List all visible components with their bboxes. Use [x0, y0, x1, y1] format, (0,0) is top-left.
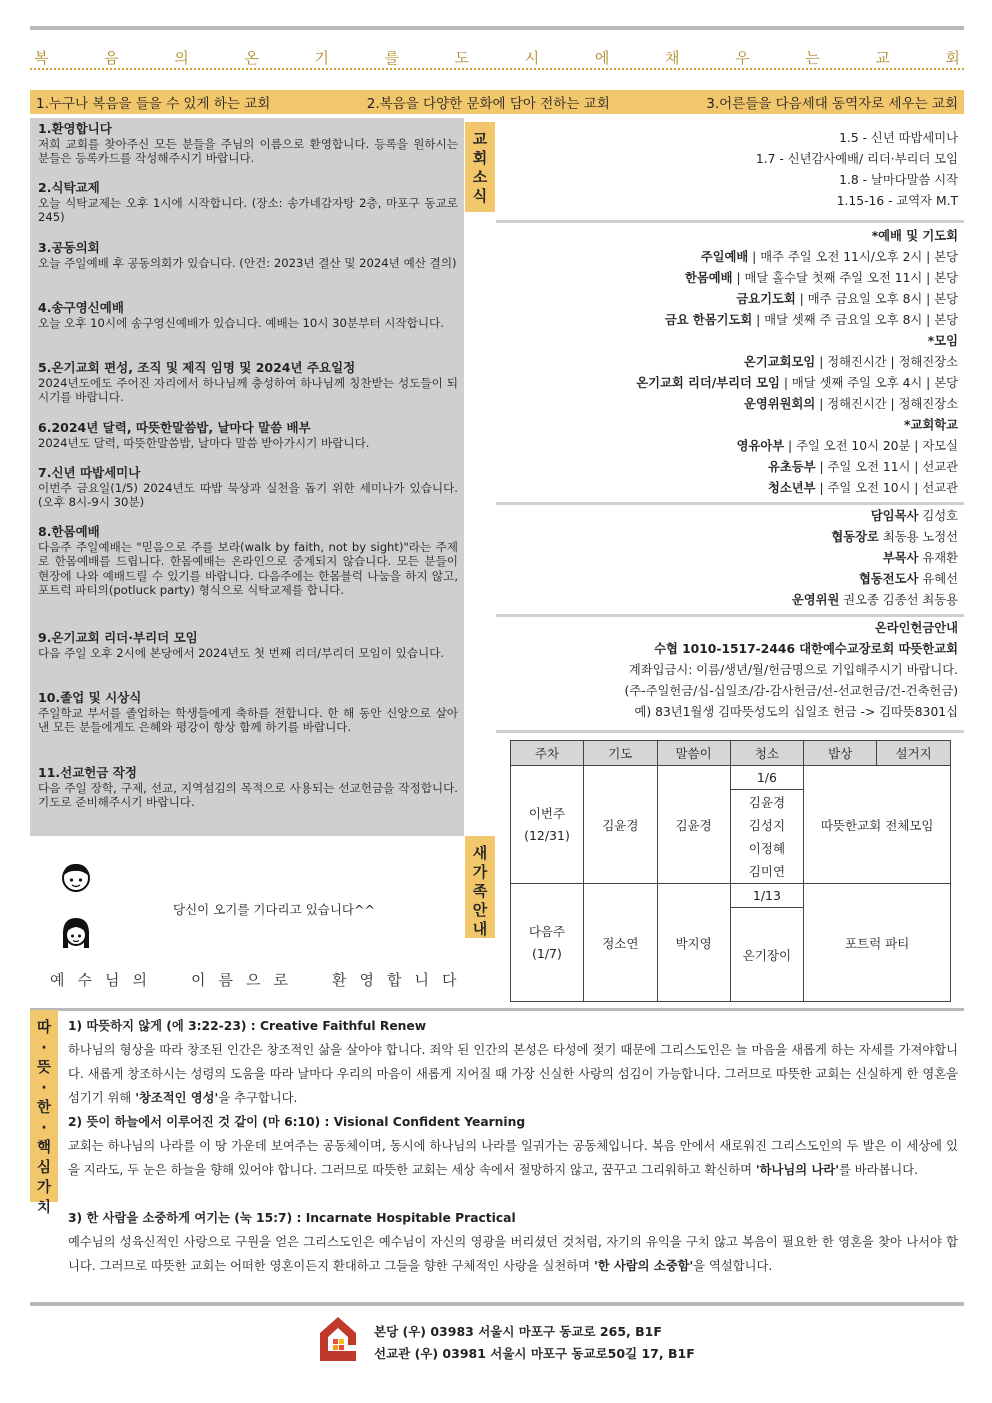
meeting-item: 온기교회모임 | 정해진시간 | 정해진장소	[744, 355, 958, 369]
motto-char: 온	[244, 48, 259, 67]
header-cell: 주차	[511, 741, 584, 766]
church-motto	[34, 46, 960, 68]
clean-cell: 김윤경 김성지 이정혜 김미연	[730, 790, 804, 884]
header-cell: 청소	[730, 741, 804, 766]
tab-char: 한	[36, 1100, 51, 1116]
staff-item: 담임목사 김성호	[870, 509, 958, 523]
school-heading: *교회학교	[904, 418, 958, 432]
meeting-item: 운영위원회의 | 정해진시간 | 정해진장소	[744, 397, 958, 411]
motto-char: 교	[875, 48, 890, 67]
welcome-message: 당신이 오기를 기다리고 있습니다^^	[173, 902, 375, 917]
tab-char: 회	[472, 149, 488, 167]
worship-item: 금요기도회 | 매주 금요일 오후 8시 | 본당	[736, 292, 958, 306]
notice-title: 5.온기교회 편성, 조직 및 제직 임명 및 2024년 주요일정	[38, 360, 356, 375]
word-cell: 김윤경	[657, 766, 730, 884]
table-header-row	[511, 741, 951, 766]
motto-char: 우	[735, 48, 750, 67]
bottom-rule	[30, 1302, 964, 1306]
core-value-body: 예수님의 성육신적인 사랑으로 구원을 얻은 그리스도인은 예수님이 자신의 영광을 버리셨던 것처럼, 자기의 유익을 구치 않고 복음이 필요한 한 영혼을 찾아 나서야 합니다. 그러므로 따뜻한 교회는 어떠한 영혼이든지 환대하고 그들을 향한 구체적인 사랑을 실천하며 '한 사람의 소중함'을 역설합니다.	[68, 1235, 958, 1273]
worship-info	[496, 226, 964, 499]
offering-note: 예) 83년1월생 김따뜻성도의 십일조 헌금 -> 김따뜻8301십	[634, 705, 958, 719]
core-value-1	[68, 1014, 958, 1110]
motto-char: 에	[594, 48, 610, 67]
notice-body: 오늘 주일예배 후 공동의회가 있습니다. (안건: 2023년 결산 및 2024년 예산 결의)	[38, 255, 457, 270]
offering-account: 수협 1010-1517-2446 대한예수교장로회 따뜻한교회	[654, 642, 958, 656]
welcome-footer-char: 로	[273, 970, 288, 989]
tab-char: 안	[472, 901, 488, 919]
notice-body: 다음 주일 장학, 구제, 선교, 지역섬김의 목적으로 사용되는 선교헌금을 작정합니다. 기도로 준비해주시기 바랍니다.	[38, 780, 458, 809]
welcome-footer-char: 수	[77, 970, 92, 989]
welcome-footer-char: 의	[132, 970, 147, 989]
notice-1	[38, 122, 458, 166]
notice-8	[38, 525, 458, 598]
motto-char: 시	[524, 48, 540, 67]
tab-char: 교	[472, 130, 488, 148]
tab-char: ·	[41, 1080, 47, 1096]
motto-char: 는	[805, 48, 820, 67]
goal-3: 3.어른들을 다음세대 동역자로 세우는 교회	[706, 96, 958, 112]
notice-title: 11.선교헌금 작정	[38, 765, 137, 780]
worship-heading: *예배 및 기도회	[871, 229, 958, 243]
tab-char: 뜻	[36, 1060, 51, 1076]
header-cell: 기도	[583, 741, 657, 766]
table-row	[511, 884, 951, 908]
notice-5	[38, 361, 458, 405]
section-rule	[30, 1008, 964, 1011]
notice-body: 2024년도에도 주어진 자리에서 하나님께 충성하여 하나님께 칭찬받는 성도들이 되시기를 바랍니다.	[38, 375, 458, 404]
duty-roster-table	[510, 740, 951, 1002]
male-avatar-icon	[60, 860, 92, 896]
clean-date-cell: 1/13	[730, 884, 804, 908]
schedule-item: 1.5 - 신년 따밥세미나	[839, 131, 958, 145]
table-row	[511, 766, 951, 790]
church-news-tab	[465, 122, 495, 212]
notice-body: 이번주 금요일(1/5) 2024년도 따밥 묵상과 실천을 돕기 위한 세미나가 있습니다. (오후 8시-9시 30분)	[38, 480, 458, 509]
meal-cell: 포트럭 파티	[804, 884, 951, 1002]
tab-char: 가	[36, 1180, 51, 1196]
tab-char: 식	[472, 187, 488, 205]
clean-date-cell: 1/6	[730, 766, 804, 790]
notice-11	[38, 766, 458, 810]
core-value-heading: 3) 한 사람을 소중하게 여기는 (눅 15:7) : Incarnate Hospitable Practical	[68, 1211, 516, 1225]
section-divider	[496, 220, 964, 223]
core-value-body: 교회는 하나님의 나라를 이 땅 가운데 보여주는 공동체이며, 동시에 하나님의 나라를 일궈가는 공동체입니다. 복음 안에서 새로워진 그리스도인의 두 발은 이 세상에 있을 지라도, 두 눈은 하늘을 향해 있어야 합니다. 그러므로 따뜻한 교회는 세상 속에서 절망하지 않고, 꿈꾸고 그리워하고 확신하며 '하나님의 나라'를 바라봅니다.	[68, 1139, 958, 1177]
section-divider	[496, 614, 964, 617]
notice-title: 3.공동의회	[38, 240, 100, 255]
notice-2	[38, 181, 458, 225]
schedule-item: 1.15-16 - 교역자 M.T	[836, 194, 958, 208]
motto-char: 의	[174, 48, 189, 67]
offering-note: 계좌입금시: 이름/생년/월/헌금명으로 기입해주시기 바랍니다.	[628, 663, 958, 677]
offering-note: (주-주일헌금/십-십일조/감-감사헌금/선-선교헌금/건-건축헌금)	[624, 684, 958, 698]
core-values-tab	[30, 1010, 58, 1216]
notice-title: 6.2024년 달력, 따뜻한말씀밥, 날마다 말씀 배부	[38, 420, 311, 435]
notice-title: 2.식탁교제	[38, 180, 100, 195]
core-value-2	[68, 1110, 958, 1182]
motto-char: 채	[664, 48, 680, 67]
female-avatar-icon	[60, 914, 92, 952]
notice-title: 9.온기교회 리더·부리더 모임	[38, 630, 198, 645]
tab-char: 핵	[36, 1140, 51, 1156]
welcome-footer-char: 다	[442, 970, 457, 989]
school-item: 영유아부 | 주일 오전 10시 20분 | 자모실	[736, 439, 958, 453]
core-value-3	[68, 1206, 958, 1278]
prayer-cell: 정소연	[583, 884, 657, 1002]
welcome-footer-char: 합	[387, 970, 402, 989]
notice-body: 다음 주일 오후 2시에 본당에서 2024년도 첫 번째 리더/부리더 모임이 있습니다.	[38, 645, 445, 660]
meeting-item: 온기교회 리더/부리더 모임 | 매달 셋째 주일 오후 4시 | 본당	[636, 376, 958, 390]
meal-cell: 따뜻한교회 전체모임	[804, 766, 951, 884]
tab-char: 내	[472, 920, 488, 938]
staff-item: 협동장로 최동용 노정선	[831, 530, 958, 544]
motto-char: 복	[34, 48, 49, 67]
notice-body: 오늘 오후 10시에 송구영신예배가 있습니다. 예배는 10시 30분부터 시작합니다.	[38, 315, 444, 330]
core-value-heading: 2) 뜻이 하늘에서 이루어진 것 같이 (마 6:10) : Visional Confident Yearning	[68, 1115, 526, 1129]
notice-body: 2024년도 달력, 따뜻한말씀밥, 날마다 말씀 받아가시기 바랍니다.	[38, 435, 370, 450]
header-cell: 말씀이	[657, 741, 730, 766]
motto-char: 를	[384, 48, 400, 67]
section-divider	[496, 502, 964, 505]
notice-10	[38, 691, 458, 735]
notice-body: 오늘 식탁교제는 오후 1시에 시작합니다. (장소: 송가네감자탕 2층, 마포구 동교로 245)	[38, 195, 458, 224]
word-cell: 박지영	[657, 884, 730, 1002]
newcomer-guide-tab	[465, 836, 495, 938]
welcome-footer-char: 영	[359, 970, 374, 989]
notice-body: 다음주 주일예배는 "믿음으로 주를 보라(walk by faith, not by sight)"라는 주제로 한몸예배를 드립니다. 한몸예배는 온라인으로 중계되지 않습니다. 모든 분들이 현장에 나와 예배드릴 수 있기를 바랍니다. 다음주에는 한몸블럭 나눔을 하지 않고, 포트럭 파티의(potluck party) 형식으로 식탁교제를 합니다.	[38, 539, 458, 597]
notice-title: 8.한몸예배	[38, 524, 100, 539]
notice-title: 1.환영합니다	[38, 121, 112, 136]
week-cell: 이번주 (12/31)	[511, 766, 584, 884]
main-hall-address: 본당 (우) 03983 서울시 마포구 동교로 265, B1F	[374, 1324, 662, 1339]
notice-body: 주일학교 부서를 졸업하는 학생들에게 축하를 전합니다. 한 해 동안 신앙으로 살아 낸 모든 분들에게도 은혜와 평강이 항상 함께 하기를 바랍니다.	[38, 705, 458, 734]
motto-char: 기	[314, 48, 329, 67]
worship-item: 금요 한몸기도회 | 매달 셋째 주 금요일 오후 8시 | 본당	[664, 313, 958, 327]
motto-char: 도	[454, 48, 470, 67]
notice-title: 10.졸업 및 시상식	[38, 690, 142, 705]
tab-char: 족	[472, 882, 488, 900]
week-cell: 다음주 (1/7)	[511, 884, 584, 1002]
welcome-footer-char: 으	[246, 970, 261, 989]
tab-char: 새	[472, 844, 488, 862]
header-cell: 설거지	[877, 741, 951, 766]
notice-4	[38, 301, 458, 330]
welcome-footer-char: 님	[105, 970, 120, 989]
welcome-footer-char: 환	[332, 970, 347, 989]
mission-hall-address: 선교관 (우) 03981 서울시 마포구 동교로50길 17, B1F	[374, 1346, 695, 1361]
staff-list	[496, 506, 964, 611]
school-item: 유초등부 | 주일 오전 11시 | 선교관	[768, 460, 958, 474]
motto-char: 음	[104, 48, 119, 67]
notice-title: 4.송구영신예배	[38, 300, 124, 315]
worship-item: 주일예배 | 매주 주일 오전 11시/오후 2시 | 본당	[700, 250, 958, 264]
online-offering-info	[496, 618, 964, 723]
offering-heading: 온라인헌금안내	[874, 621, 958, 635]
tab-char: ·	[41, 1120, 47, 1136]
goal-2: 2.복음을 다양한 문화에 담아 전하는 교회	[366, 96, 610, 112]
motto-char: 회	[945, 48, 960, 67]
notice-3	[38, 241, 458, 270]
welcome-footer	[50, 968, 457, 990]
welcome-footer-char: 름	[218, 970, 233, 989]
church-schedule	[496, 128, 964, 212]
worship-item: 한몸예배 | 매달 홀수달 첫째 주일 오전 11시 | 본당	[685, 271, 958, 285]
core-value-body: 하나님의 형상을 따라 창조된 인간은 창조적인 삶을 살아야 합니다. 죄악 된 인간의 본성은 타성에 젖기 때문에 그리스도인은 늘 마음을 새롭게 하는 자세를 가져야합니다. 새롭게 창조하시는 성령의 도움을 따라 날마다 우리의 마음이 새롭게 지어질 때 가장 신실한 사랑의 섬김이 가능합니다. 그러므로 따뜻한 교회는 신실하게 한 영혼을 섬기기 위해 '창조적인 영성'을 추구합니다.	[68, 1043, 958, 1105]
tab-char: 치	[36, 1200, 51, 1216]
staff-item: 협동전도사 유혜선	[859, 572, 958, 586]
motto-dotted-rule	[30, 68, 964, 70]
welcome-footer-char: 예	[50, 970, 65, 989]
notice-7	[38, 466, 458, 510]
notice-title: 7.신년 따밥세미나	[38, 465, 141, 480]
tab-char: 가	[472, 863, 488, 881]
tab-char: 소	[472, 168, 488, 186]
welcome-footer-char: 니	[414, 970, 429, 989]
notice-body: 저희 교회를 찾아주신 모든 분들을 주님의 이름으로 환영합니다. 등록을 원하시는 분들은 등록카드를 작성해주시기 바랍니다.	[38, 136, 458, 165]
meetings-heading: *모임	[927, 334, 958, 348]
top-rule	[30, 26, 964, 30]
welcome-footer-char: 이	[191, 970, 206, 989]
section-divider	[496, 730, 964, 733]
notice-9	[38, 631, 458, 660]
clean-cell: 온기장이	[730, 908, 804, 1002]
church-goals-bar	[30, 90, 964, 114]
tab-char: 따	[36, 1020, 51, 1036]
header-cell: 밥상	[804, 741, 877, 766]
schedule-item: 1.7 - 신년감사예배/ 리더·부리더 모임	[755, 152, 958, 166]
schedule-item: 1.8 - 날마다말씀 시작	[839, 173, 958, 187]
church-logo-icon	[318, 1315, 358, 1363]
tab-char: ·	[41, 1040, 47, 1056]
staff-item: 부목사 유재환	[882, 551, 958, 565]
staff-item: 운영위원 권오종 김종선 최동용	[791, 593, 958, 607]
school-item: 청소년부 | 주일 오전 10시 | 선교관	[768, 481, 958, 495]
goal-1: 1.누구나 복음을 들을 수 있게 하는 교회	[36, 96, 271, 112]
notice-6	[38, 421, 458, 450]
tab-char: 심	[36, 1160, 51, 1176]
core-value-heading: 1) 따뜻하지 않게 (에 3:22-23) : Creative Faithful Renew	[68, 1019, 427, 1033]
prayer-cell: 김윤경	[583, 766, 657, 884]
